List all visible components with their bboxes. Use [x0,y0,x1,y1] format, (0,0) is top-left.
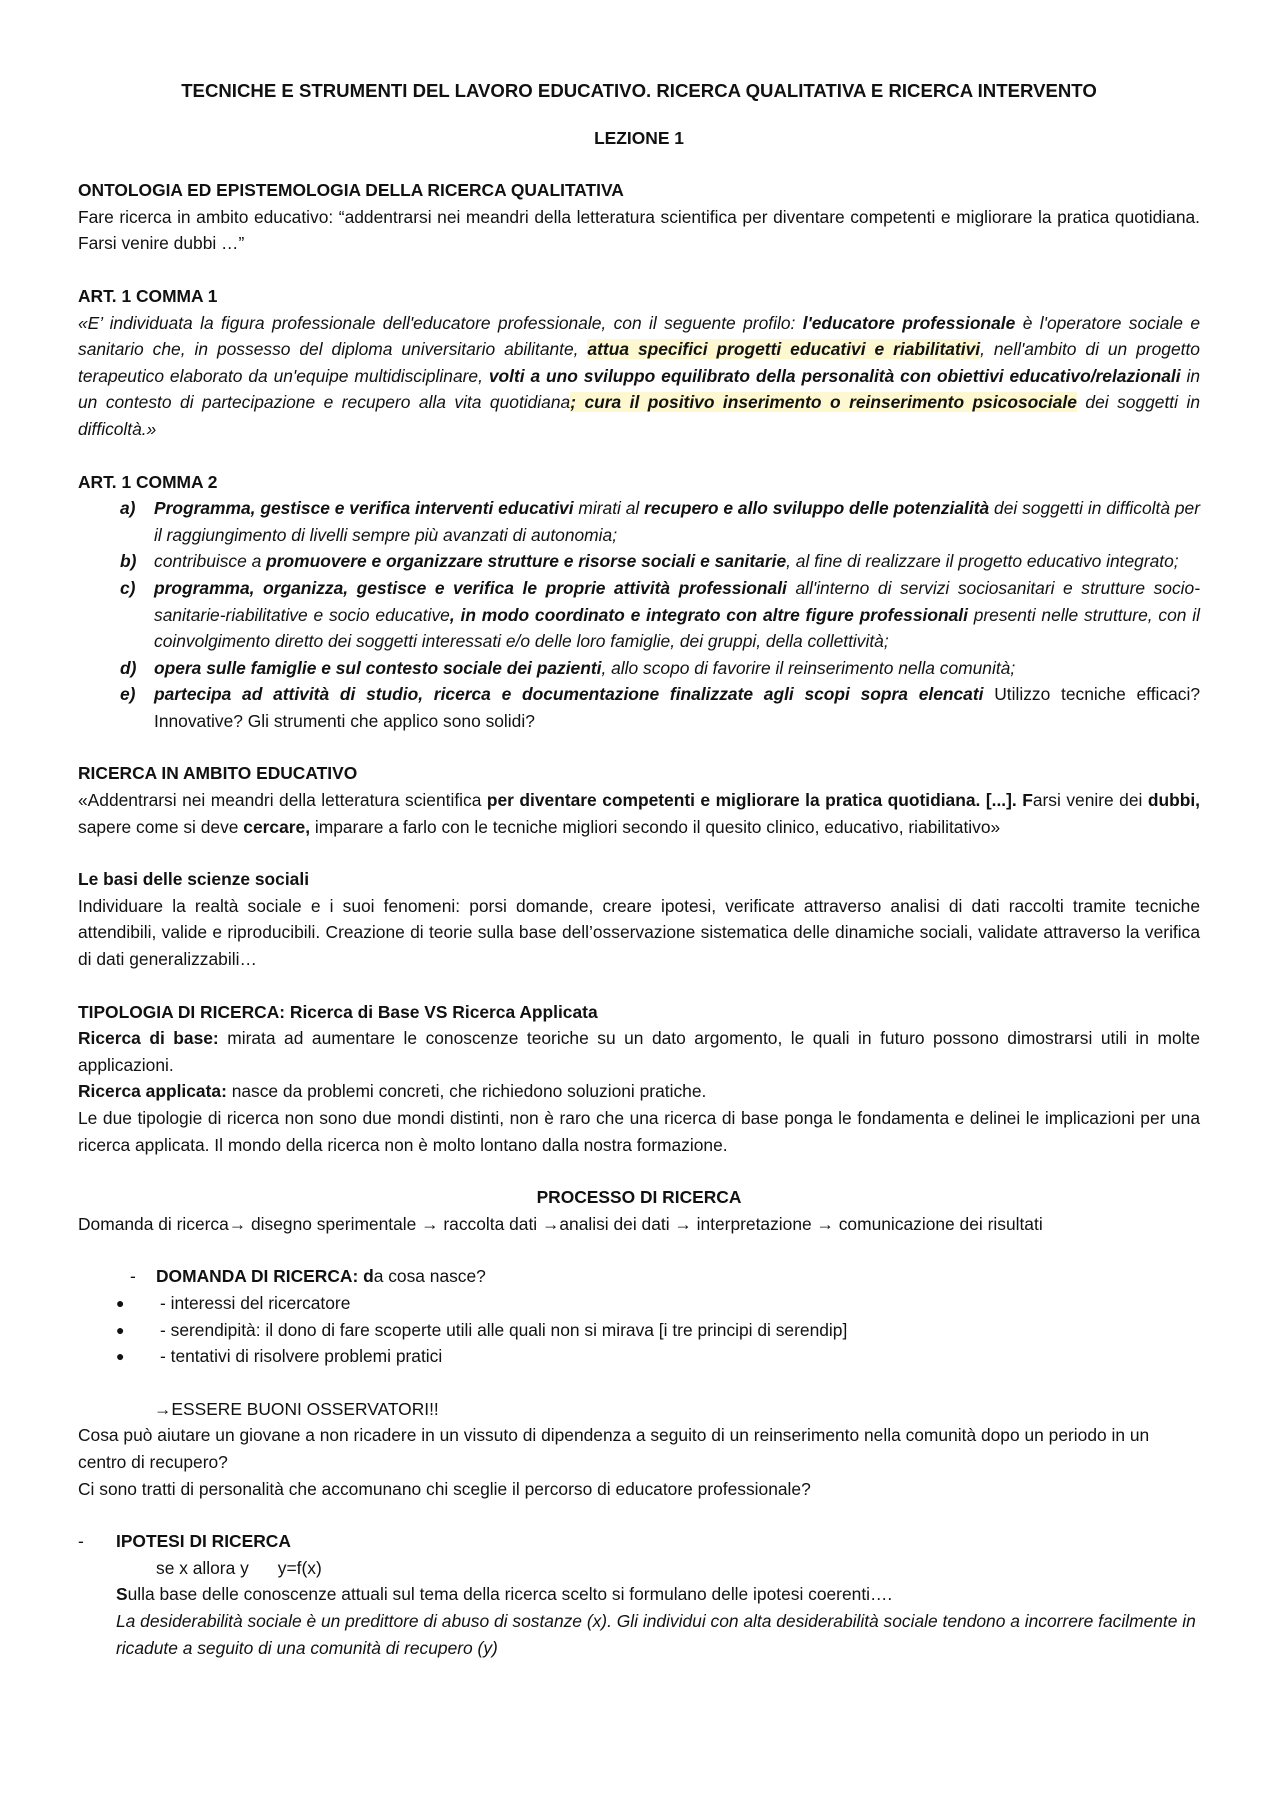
domanda-heading-row [78,1263,1200,1290]
dash-marker: - [78,1531,84,1552]
ipotesi-formula: se x allora y y=f(x) [156,1557,322,1578]
text-bold: S [116,1584,128,1605]
item-text: all'interno di servizi sociosanitari e strutture socio-sanitarie-riabilitative e socio educative [154,577,1201,625]
section-heading-tipologia: TIPOLOGIA DI RICERCA: Ricerca di Base VS Ricerca Applicata [78,1001,598,1022]
art1c1-part: , nell'ambito di un progetto terapeutico elaborato da un'equipe multidisciplinare, [78,339,1200,386]
item-bold: programma, organizza, gestisce e verifica le proprie attività professionali [154,577,787,598]
item-text: dei soggetti in difficoltà per il raggiungimento di livelli sempre più avanzati di autonomia; [154,498,1200,545]
tipologia-closing: Le due tipologie di ricerca non sono due mondi distinti, non è raro che una ricerca di base ponga le fondamenta e delinei le implicazioni per una ricerca applicata. Il mondo della ricerca non è molto lontano dalla nostra formazione. [78,1108,1200,1155]
document-title: TECNICHE E STRUMENTI DEL LAVORO EDUCATIVO. RICERCA QUALITATIVA E RICERCA INTERVENTO [181,80,1097,101]
list-marker: c) [120,577,136,598]
item-text: contribuisce a [154,551,267,572]
item-bold: recupero e allo sviluppo delle potenzialità [644,498,990,519]
text-bold: dubbi, [1147,790,1201,811]
item-text: presenti nelle strutture, con il coinvolgimento diretto dei soggetti interessati e/o delle loro famiglie, dei gruppi, della collettività; [154,604,1200,652]
basi-text: Individuare la realtà sociale e i suoi fenomeni: porsi domande, creare ipotesi, verificate attraverso analisi di dati raccolti tramite tecniche attendibili, valide e riproducibili. Creazione di teorie sulla base dell’osservazione sistematica delle dinamiche sociali, validate attraverso la verifica di dati generalizzabili… [78,895,1200,970]
bullet-marker: ● [116,1294,125,1311]
dash-marker: - [130,1266,136,1287]
ontologia-text: Fare ricerca in ambito educativo: “addentrarsi nei meandri della letteratura scientifica per diventare competenti e migliorare la pratica quotidiana. Farsi venire dubbi …” [78,206,1200,254]
list-marker: a) [120,498,136,519]
item-bold: partecipa ad attività di studio, ricerca e documentazione finalizzate agli scopi sopra elencati [154,684,984,705]
bullet-text: - interessi del ricercatore [160,1292,351,1313]
question-1: Cosa può aiutare un giovane a non ricadere in un vissuto di dipendenza a seguito di un reinserimento nella comunità dopo un periodo in un centro di recupero? [78,1425,1150,1472]
ipotesi-example: La desiderabilità sociale è un predittore di abuso di sostanze (x). Gli individui con alta desiderabilità sociale tendono a incorrere facilmente in ricadute a seguito di una comunità di recupero (y) [116,1610,1196,1658]
list-marker: b) [120,551,137,572]
item-text: , al fine di realizzare il progetto educativo integrato; [786,551,1179,572]
list-item [78,548,1200,575]
ricerca-educativo-text [78,787,1200,840]
list-marker: e) [120,684,136,705]
ricerca-base-text [78,1025,1200,1078]
item-bold: , in modo coordinato e integrato con altre figure professionali [449,604,968,625]
item-text: , allo scopo di favorire il reinserimento nella comunità; [601,657,1016,678]
text-part: sapere come si deve [78,816,244,837]
item-bold: Programma, gestisce e verifica interventi educativi [154,498,574,519]
ricerca-base-label: Ricerca di base: [78,1028,219,1049]
art1-comma1-text [78,310,1200,443]
art1c1-part: dei soggetti in difficoltà.» [78,392,1200,439]
bullet-marker: ● [116,1321,125,1338]
list-item [78,1317,1200,1344]
art1c1-highlight: attua specifici progetti educativi e riabilitativi [587,339,981,360]
list-item [78,1343,1200,1370]
list-item [78,681,1200,734]
art1c1-bold: l'educatore professionale [802,312,1016,333]
text-part: nasce da problemi concreti, che richiedono soluzioni pratiche. [226,1081,707,1102]
list-item [78,1290,1200,1317]
observers-note: →ESSERE BUONI OSSERVATORI!! [154,1398,439,1419]
text-part: mirata ad aumentare le conoscenze teoriche su un dato argomento, le quali in futuro possono dimostrarsi utili in molte applicazioni. [78,1028,1200,1075]
item-bold: promuovere e organizzare strutture e risorse sociali e sanitarie [266,551,787,572]
art1c1-part: in un contesto di partecipazione e recupero alla vita quotidiana [78,365,1201,413]
bullet-text: - serendipità: il dono di fare scoperte utili alle quali non si mirava [i tre principi di serendip] [160,1319,848,1340]
processo-flow: Domanda di ricerca→ disegno sperimentale → raccolta dati →analisi dei dati → interpretazione → comunicazione dei risultati [78,1213,1043,1234]
list-item [78,495,1200,548]
text-part: «Addentrarsi nei meandri della letteratura scientifica [78,790,487,811]
item-text: Utilizzo tecniche efficaci? Innovative? Gli strumenti che applico sono solidi? [154,684,1200,731]
list-item [78,575,1200,655]
art1-comma2-list [78,495,1200,734]
ricerca-applicata-label: Ricerca applicata: [78,1081,227,1102]
section-heading-ricerca-educativo: RICERCA IN AMBITO EDUCATIVO [78,763,358,784]
ipotesi-text [78,1581,1200,1608]
section-heading-art1-comma1: ART. 1 COMMA 1 [78,285,218,306]
section-heading-basi: Le basi delle scienze sociali [78,869,310,890]
ricerca-applicata-text [78,1078,1200,1105]
section-heading-ontologia: ONTOLOGIA ED EPISTEMOLOGIA DELLA RICERCA QUALITATIVA [78,180,624,201]
art1c1-highlight: ; cura il positivo inserimento o reinserimento psicosociale [570,392,1077,413]
text-part: arsi venire dei [1032,790,1148,811]
section-heading-processo: PROCESSO DI RICERCA [536,1187,742,1208]
text-part: ulla base delle conoscenze attuali sul tema della ricerca scelto si formulano delle ipotesi coerenti…. [127,1584,893,1605]
art1c1-part: è l'operatore sociale e sanitario che, in possesso del diploma universitario abilitante, [78,312,1200,360]
item-bold: opera sulle famiglie e sul contesto sociale dei pazienti [154,657,602,678]
art1c1-part: «E’ individuata la figura professionale dell'educatore professionale, con il seguente profilo: [78,312,803,333]
bullet-text: - tentativi di risolvere problemi pratici [160,1346,443,1367]
bullet-marker: ● [116,1348,125,1365]
art1c1-bold: volti a uno sviluppo equilibrato della personalità con obiettivi educativo/relazionali [488,365,1181,386]
ipotesi-label: IPOTESI DI RICERCA [116,1531,291,1552]
text-bold: cercare, [243,816,311,837]
text-part: imparare a farlo con le tecniche migliori secondo il quesito clinico, educativo, riabilitativo» [310,816,1001,837]
lesson-label: LEZIONE 1 [594,127,684,148]
list-item [78,655,1200,682]
domanda-label-rest: a cosa nasce? [373,1266,486,1287]
text-bold: per diventare competenti e migliorare la pratica quotidiana. [...]. F [486,790,1033,811]
list-marker: d) [120,657,137,678]
item-text: mirati al [573,498,645,519]
section-heading-art1-comma2: ART. 1 COMMA 2 [78,471,218,492]
domanda-label: DOMANDA DI RICERCA: d [156,1266,374,1287]
ipotesi-heading-row [78,1528,1200,1555]
question-2: Ci sono tratti di personalità che accomunano chi sceglie il percorso di educatore professionale? [78,1478,811,1499]
